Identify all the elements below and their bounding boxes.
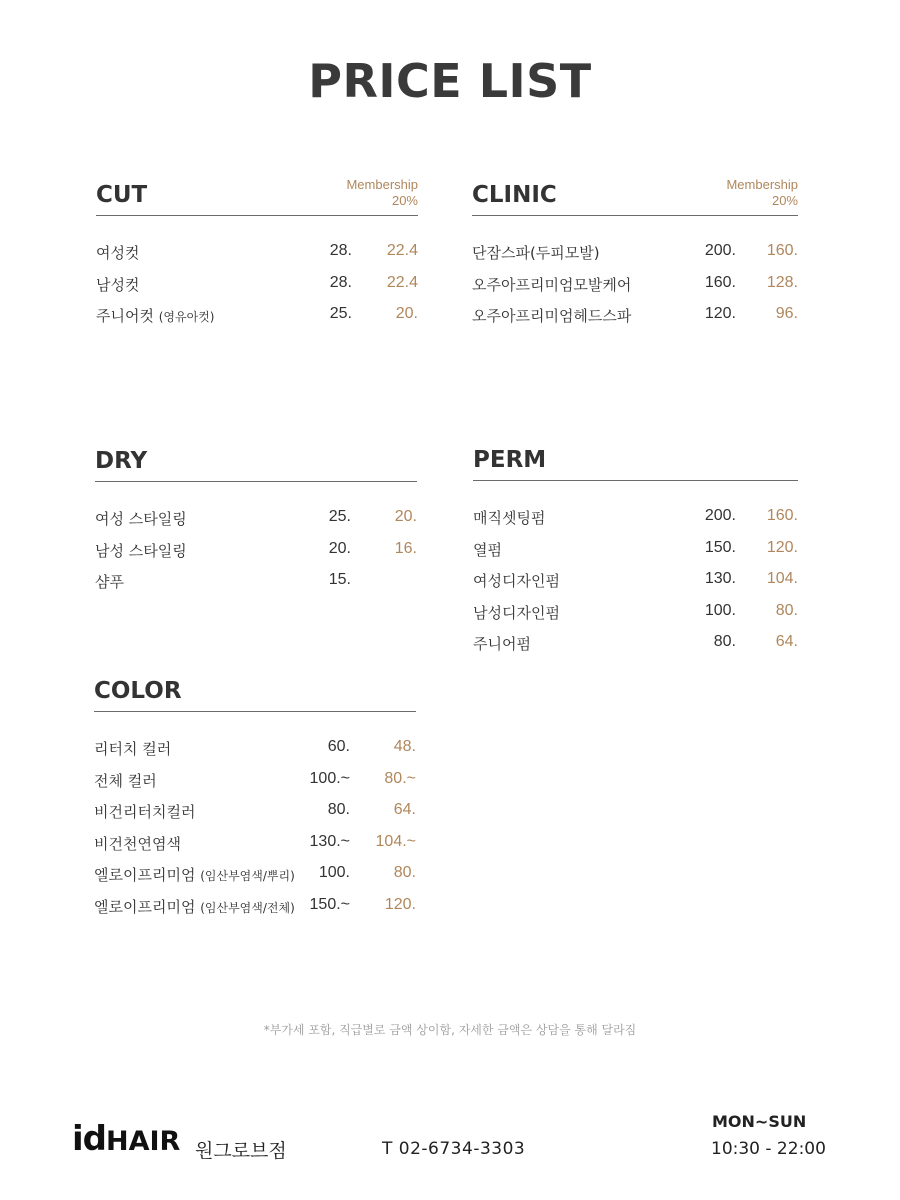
regular-price: 60. [327, 738, 350, 755]
regular-price: 28. [329, 273, 352, 291]
price-row [95, 540, 417, 572]
regular-price: 150. [704, 538, 736, 556]
service-name: 리터치 컬러 [94, 740, 172, 758]
cut-section [96, 178, 418, 337]
regular-price: 25. [329, 305, 352, 323]
member-price: 120. [384, 895, 416, 913]
price-row [472, 274, 798, 306]
membership-label [346, 177, 418, 209]
price-row [473, 633, 798, 665]
section-title: DRY [95, 448, 148, 474]
service-note: (임산부염색/전체) [200, 900, 295, 915]
price-row [473, 507, 798, 539]
regular-price: 130. [704, 570, 736, 588]
price-row [94, 896, 416, 928]
regular-price: 120. [704, 305, 736, 323]
service-name: 주니어펌 [473, 635, 531, 654]
membership-text: Membership [726, 177, 798, 192]
service-name: 단잠스파(두피모발) [472, 244, 600, 262]
dry-section [95, 444, 417, 603]
idhair-logo: idHAIR [72, 1119, 181, 1159]
service-name: 엘로이프리미엄 (임산부염색/전체) [94, 897, 295, 916]
section-header [473, 443, 798, 481]
page-title: PRICE LIST [308, 54, 592, 108]
regular-price: 150.~ [309, 895, 350, 913]
regular-price: 20. [328, 539, 351, 557]
service-name: 남성디자인펌 [473, 603, 560, 622]
price-row [472, 242, 798, 274]
member-price: 64. [775, 633, 798, 651]
regular-price: 100. [318, 864, 350, 882]
price-row [96, 305, 418, 337]
service-note: (임산부염색/뿌리) [200, 869, 295, 884]
business-hours: 10:30 - 22:00 [711, 1139, 826, 1159]
price-row [473, 570, 798, 602]
phone-number: T 02-6734-3303 [382, 1139, 526, 1159]
service-name: 전체 컬러 [94, 771, 157, 790]
price-row [94, 801, 416, 833]
price-row [94, 864, 416, 896]
section-title: CUT [96, 182, 148, 208]
service-name: 오주아프리미엄모발케어 [472, 275, 632, 294]
member-price: 20. [394, 508, 417, 525]
price-row [473, 602, 798, 634]
member-price: 80. [775, 601, 798, 619]
regular-price: 100.~ [309, 769, 350, 787]
service-name: 주니어컷 (영유아컷) [96, 307, 215, 326]
business-days: MON~SUN [712, 1112, 807, 1131]
price-list [95, 508, 417, 603]
regular-price: 100. [704, 601, 736, 619]
member-price: 160. [766, 507, 798, 524]
price-row [95, 571, 417, 603]
member-price: 160. [766, 242, 798, 259]
price-row [95, 508, 417, 540]
price-list [472, 242, 798, 337]
membership-rate: 20% [391, 193, 418, 208]
member-price: 64. [393, 801, 416, 819]
member-price: 80. [393, 864, 416, 882]
section-title: COLOR [94, 678, 182, 704]
regular-price: 80. [713, 633, 736, 651]
service-name: 오주아프리미엄헤드스파 [472, 307, 632, 326]
regular-price: 15. [328, 571, 351, 589]
clinic-section [472, 178, 798, 337]
service-name: 여성 스타일링 [95, 510, 187, 528]
price-row [96, 242, 418, 274]
member-price: 22.4 [386, 242, 418, 259]
section-header [96, 178, 418, 216]
service-name: 열펌 [473, 540, 502, 559]
member-price: 20. [395, 305, 418, 323]
regular-price: 160. [704, 273, 736, 291]
vat-footnote: *부가세 포함, 직급별로 금액 상이함, 자세한 금액은 상담을 통해 달라짐 [263, 1023, 637, 1037]
service-name: 비건리터치컬러 [94, 803, 196, 822]
member-price: 104. [766, 570, 798, 588]
price-row [94, 738, 416, 770]
section-title: CLINIC [472, 182, 557, 208]
price-list [94, 738, 416, 928]
price-row [472, 305, 798, 337]
membership-text: Membership [346, 177, 418, 192]
regular-price: 28. [329, 242, 352, 259]
service-name: 남성 스타일링 [95, 541, 187, 560]
member-price: 96. [775, 305, 798, 323]
perm-section [473, 443, 798, 665]
service-name: 매직셋팅펌 [473, 509, 546, 527]
price-list [96, 242, 418, 337]
service-name: 여성디자인펌 [473, 572, 560, 591]
service-name: 여성컷 [96, 244, 140, 262]
price-list [473, 507, 798, 665]
membership-rate: 20% [771, 193, 798, 208]
branch-name: 원그로브점 [195, 1140, 287, 1162]
section-title: PERM [473, 447, 547, 473]
regular-price: 80. [327, 801, 350, 819]
color-section [94, 674, 416, 928]
section-header [95, 444, 417, 482]
service-name: 엘로이프리미엄 (임산부염색/뿌리) [94, 866, 295, 885]
member-price: 120. [766, 538, 798, 556]
member-price: 48. [393, 738, 416, 755]
regular-price: 130.~ [309, 832, 350, 850]
regular-price: 200. [704, 507, 736, 524]
price-row [473, 539, 798, 571]
service-name: 샴푸 [95, 573, 124, 592]
service-name: 비건천연염색 [94, 834, 181, 853]
member-price: 128. [766, 273, 798, 291]
regular-price: 25. [328, 508, 351, 525]
member-price: 22.4 [386, 273, 418, 291]
regular-price: 200. [704, 242, 736, 259]
section-header [472, 178, 798, 216]
membership-label [726, 177, 798, 209]
member-price: 16. [394, 539, 417, 557]
member-price: 80.~ [384, 769, 416, 787]
section-header [94, 674, 416, 712]
service-note: (영유아컷) [158, 310, 215, 325]
service-name: 남성컷 [96, 275, 140, 294]
price-row [96, 274, 418, 306]
price-row [94, 770, 416, 802]
price-row [94, 833, 416, 865]
member-price: 104.~ [375, 832, 416, 850]
